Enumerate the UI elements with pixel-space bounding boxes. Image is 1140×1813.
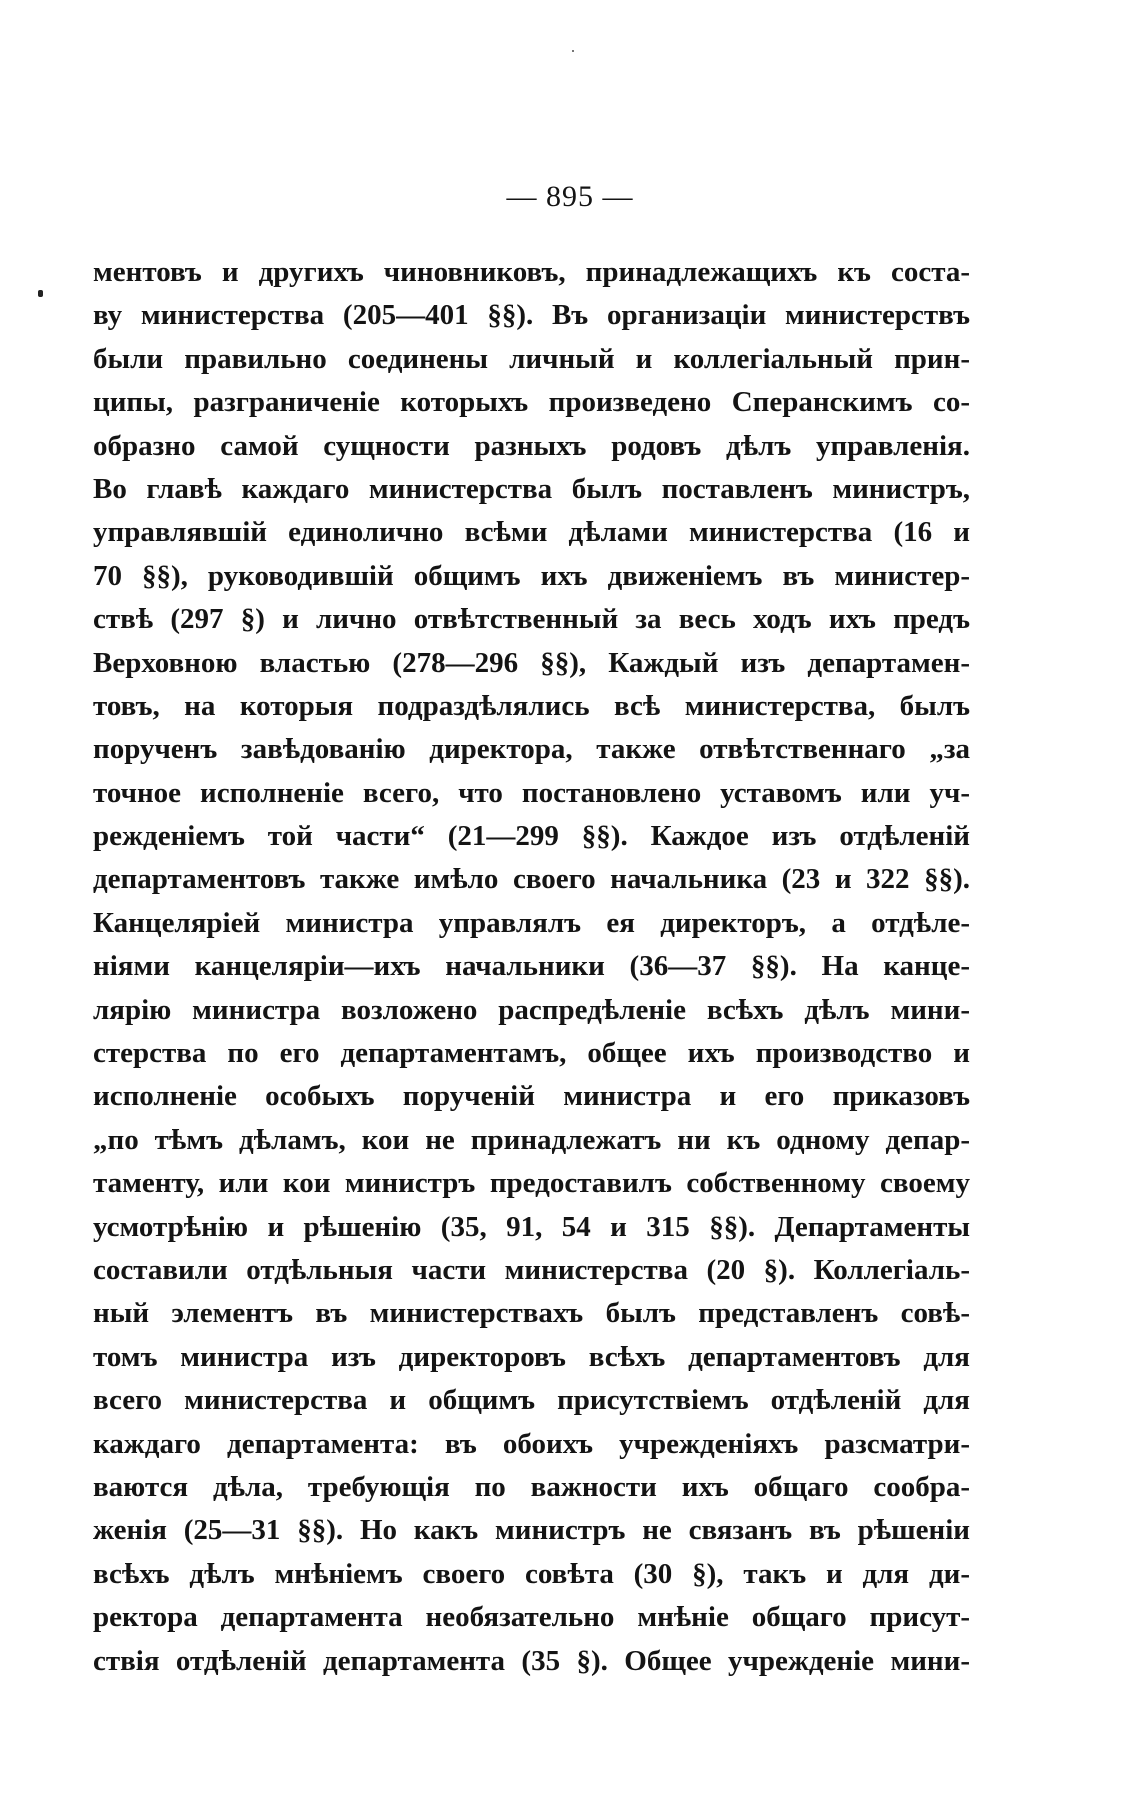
text-line: управлявшій единолично всѣми дѣлами министерства (16 и [93,516,970,549]
text-line: порученъ завѣдованію директора, также отвѣтственнаго „за [93,733,970,766]
text-line: Канцеляріей министра управлялъ ея директоръ, а отдѣле- [93,906,970,939]
text-line: 70 §§), руководившій общимъ ихъ движеніемъ въ министер- [93,559,970,592]
print-speck [572,50,574,52]
text-line: Во главѣ каждаго министерства былъ поставленъ министръ, [93,472,970,505]
text-line: томъ министра изъ директоровъ всѣхъ департаментовъ для [93,1340,970,1373]
text-line: составили отдѣльныя части министерства (20 §). Коллегіаль- [93,1253,970,1286]
margin-mark [38,290,43,297]
text-line: режденіемъ той части“ (21—299 §§). Каждое изъ отдѣленій [93,820,970,853]
text-line: точное исполненіе всего, что постановлено уставомъ или уч- [93,776,970,809]
text-line: ву министерства (205—401 §§). Въ организаціи министерствъ [93,299,970,332]
text-line: всѣхъ дѣлъ мнѣніемъ своего совѣта (30 §), такъ и для ди- [93,1557,970,1590]
text-line: ректора департамента необязательно мнѣніе общаго присут- [93,1601,970,1634]
text-line: ствія отдѣленій департамента (35 §). Общее учрежденіе мини- [93,1644,970,1677]
text-line: Верховною властью (278—296 §§), Каждый изъ департамен- [93,646,970,679]
text-line: исполненіе особыхъ порученій министра и его приказовъ [93,1080,970,1113]
text-line: усмотрѣнію и рѣшенію (35, 91, 54 и 315 §§). Департаменты [93,1210,970,1243]
text-line: товъ, на которыя подраздѣлялись всѣ министерства, былъ [93,689,970,722]
text-line: женія (25—31 §§). Но какъ министръ не связанъ въ рѣшеніи [93,1514,970,1547]
body-text [93,251,970,1683]
text-line: ментовъ и другихъ чиновниковъ, принадлежащихъ къ соста- [93,256,970,288]
text-line: таменту, или кои министръ предоставилъ собственному своему [93,1167,970,1200]
text-line: департаментовъ также имѣло своего начальника (23 и 322 §§). [93,863,970,896]
text-line: лярію министра возложено распредѣленіе всѣхъ дѣлъ мини- [93,993,970,1026]
text-line: образно самой сущности разныхъ родовъ дѣлъ управленія. [93,429,970,462]
text-line: „по тѣмъ дѣламъ, кои не принадлежатъ ни къ одному депар- [93,1123,970,1156]
page-number: — 895 — [506,180,634,213]
text-line: стерства по его департаментамъ, общее ихъ производство и [93,1037,970,1070]
text-line: ствѣ (297 §) и лично отвѣтственный за весь ходъ ихъ предъ [93,603,970,636]
text-line: ный элементъ въ министерствахъ былъ представленъ совѣ- [93,1297,970,1330]
text-line: всего министерства и общимъ присутствіемъ отдѣленій для [93,1384,970,1417]
text-line: ніями канцеляріи—ихъ начальники (36—37 §§). На канце- [93,950,970,983]
text-line: ципы, разграниченіе которыхъ произведено Сперанскимъ со- [93,386,970,419]
text-line: каждаго департамента: въ обоихъ учрежденіяхъ разсматри- [93,1427,970,1460]
text-line: ваются дѣла, требующія по важности ихъ общаго сообра- [93,1470,970,1503]
text-line: были правильно соединены личный и коллегіальный прин- [93,342,970,375]
